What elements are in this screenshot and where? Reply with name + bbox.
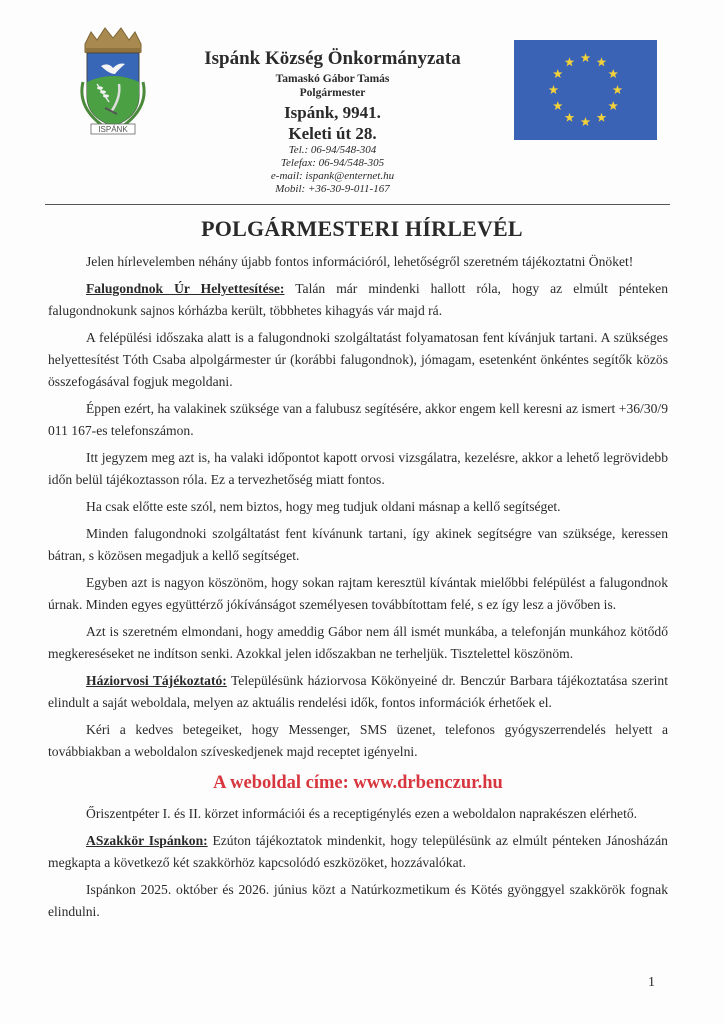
section-heading-caretaker: Falugondnok Úr Helyettesítése:: [86, 281, 285, 296]
mayor-title: Polgármester: [299, 87, 366, 99]
mayor-name: Tamaskó Gábor Tamás: [275, 73, 390, 85]
paragraph: Őriszentpéter I. és II. körzet információi és a receptigénylés ezen a weboldalon naprakészen elérhető.: [86, 806, 638, 821]
newsletter-title: POLGÁRMESTERI HÍRLEVÉL: [201, 216, 523, 241]
paragraph: Ispánkon 2025. október és 2026. június közt a Natúrkozmetikum és Kötés gyönggyel szakkörök fognak elindulni.: [48, 882, 668, 919]
coat-of-arms-icon: [63, 22, 163, 136]
paragraph-text: Ezúton tájékoztatok mindenkit, hogy településünk az elmúlt pénteken Jánosházán megkapta a következő két szakkörhöz kapcsolódó eszközöket, hozzávalókat.: [48, 833, 668, 870]
city-postcode: Ispánk, 9941.: [284, 103, 381, 122]
paragraph-text: Településünk háziorvosa Kökönyeiné dr. Benczúr Barbara tájékoztatása szerint elindult a saját weboldala, melyen az aktuális rendelési idők, fontos információk érhetőek el.: [48, 673, 668, 710]
section-heading-gp: Háziorvosi Tájékoztató:: [86, 673, 227, 688]
page-number: 1: [648, 975, 655, 990]
paragraph: Azt is szeretném elmondani, hogy ameddig Gábor nem áll ismét munkába, a telefonján munkához kötődő megkereséseket ne indítson senki. Azokkal jelen időszakban ne terheljük. Tisztelettel köszönöm.: [48, 624, 668, 661]
organization-name: Ispánk Község Önkormányzata: [204, 48, 461, 69]
paragraph: Ha csak előtte este szól, nem biztos, hogy meg tudjuk oldani másnap a kellő segítséget.: [86, 499, 561, 514]
website-address-heading: A weboldal címe: www.drbenczur.hu: [213, 773, 503, 793]
paragraph: Egyben azt is nagyon köszönöm, hogy sokan rajtam keresztül kívántak mielőbbi felépülést a falugondnok úrnak. Minden egyes együttérző jókívánságot személyesen továbbítottam felé, s ez így lesz a jövőben is.: [48, 575, 668, 612]
paragraph: Itt jegyzem meg azt is, ha valaki időpontot kapott orvosi vizsgálatra, kezelésre, akkor a lehető legrövidebb időn belül tájékoztasson róla. Ez a tervezhetőség miatt fontos.: [48, 450, 668, 487]
paragraph: A felépülési időszaka alatt is a falugondnoki szolgáltatást folyamatosan fent kívánjuk tartani. A szükséges helyettesítést Tóth Csaba alpolgármester úr (korábbi falugondnok), jómagam, esetenként önkéntes segítők közös összefogásával fogjuk megoldani.: [48, 330, 668, 389]
paragraph: Éppen ezért, ha valakinek szüksége van a falubusz segítésére, akkor engem kell keresni az ismert +36/30/9 011 167-es telefonszámon.: [48, 401, 668, 438]
eu-flag-icon: [514, 40, 657, 140]
letterhead: [170, 48, 495, 196]
paragraph-text: Talán már mindenki hallott róla, hogy az elmúlt pénteken falugondnokunk sajnos kórházba került, többhetes kihagyás vár majd rá.: [48, 281, 668, 318]
email: e-mail: ispank@enternet.hu: [270, 170, 395, 182]
header-divider: [45, 204, 670, 205]
paragraph-workshop: [48, 830, 668, 874]
intro-paragraph: Jelen hírlevelemben néhány újabb fontos információról, lehetőségről szeretném tájékoztatni Önöket!: [86, 254, 634, 269]
paragraph: Kéri a kedves betegeiket, hogy Messenger, SMS üzenet, telefonos gyógyszerrendelés helyett a továbbiakban a weboldalon szíveskedjenek majd receptet igényelni.: [48, 722, 668, 759]
telefax: Telefax: 06-94/548-305: [280, 157, 385, 169]
section-heading-workshop: ASzakkör Ispánkon:: [86, 833, 208, 848]
paragraph-gp-info: [48, 670, 668, 714]
paragraph-village-caretaker: [48, 278, 668, 322]
street-address: Keleti út 28.: [288, 124, 377, 143]
telephone: Tel.: 06-94/548-304: [288, 144, 377, 156]
mobile: Mobil: +36-30-9-011-167: [275, 183, 390, 195]
newsletter-body: [48, 251, 668, 928]
crest-label: ISPÁNK: [98, 125, 128, 134]
paragraph: Minden falugondnoki szolgáltatást fent kívánunk tartani, így akinek segítségre van szüksége, keressen bátran, s közösen megadjuk a kellő segítséget.: [48, 526, 668, 563]
